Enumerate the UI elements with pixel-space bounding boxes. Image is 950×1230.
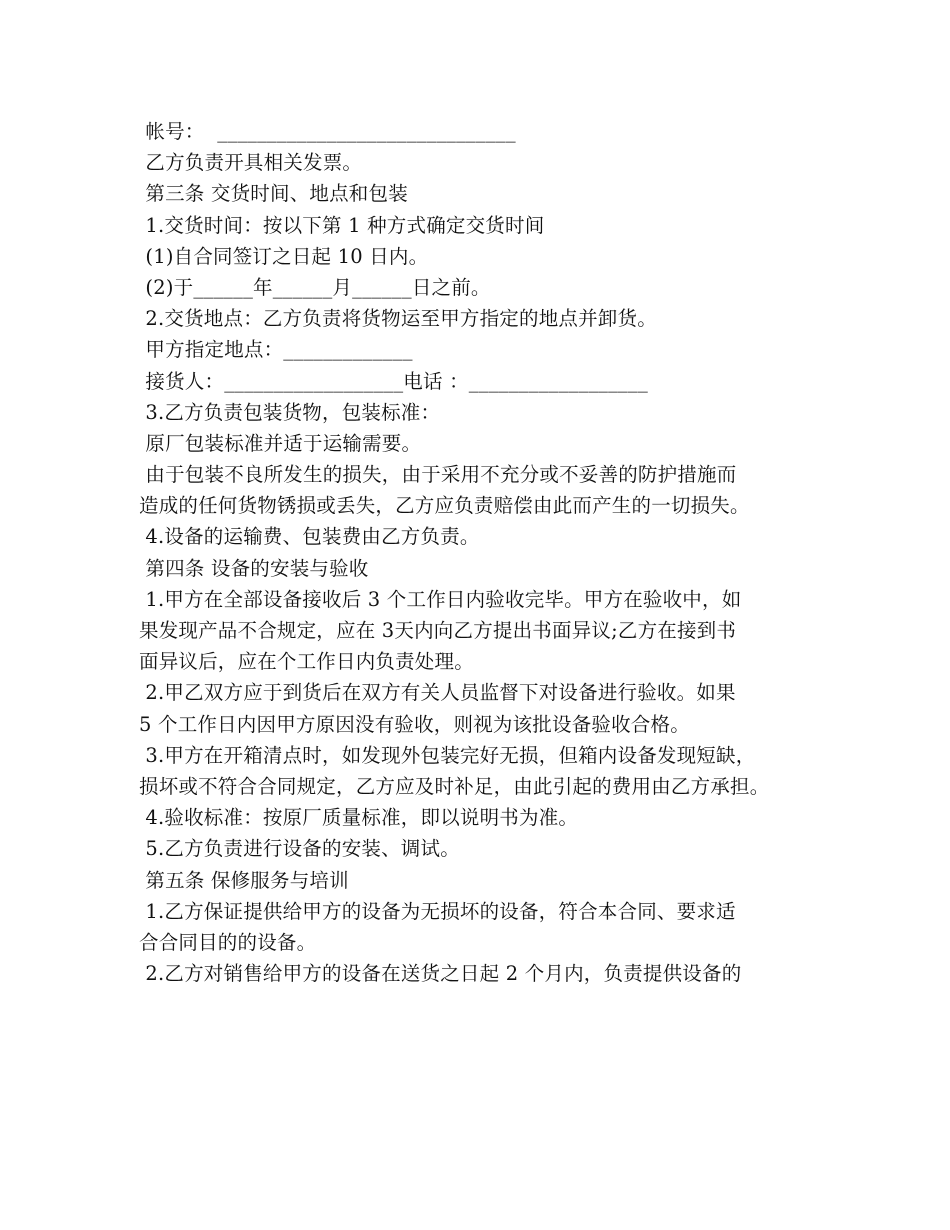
acceptance-line-2: 果发现产品不合规定，应在 3天内向乙方提出书面异议;乙方在接到书 [139,619,737,642]
warranty-line-2: 合合同目的的设备。 [139,930,317,954]
delivery-place-line: 2.交货地点：乙方负责将货物运至甲方指定的地点并卸货。 [139,307,657,331]
article-3-heading: 第三条 交货时间、地点和包装 [139,182,408,206]
installation-line: 5.乙方负责进行设备的安装、调试。 [139,837,460,861]
joint-acceptance-line-2: 5 个工作日内因甲方原因没有验收，则视为该批设备验收合格。 [139,712,690,736]
packaging-loss-line-1: 由于包装不良所发生的损失，由于采用不充分或不妥善的防护措施而 [139,463,737,487]
warranty-line-1: 1.乙方保证提供给甲方的设备为无损坏的设备，符合本合同、要求适 [139,899,736,923]
invoice-line: 乙方负责开具相关发票。 [139,151,363,175]
receiver-phone-line: 接货人：__________________电话 ：__________________ [139,369,648,393]
designated-place-line: 甲方指定地点：_____________ [139,338,413,362]
delivery-time-line: 1.交货时间：按以下第 1 种方式确定交货时间 [139,213,545,237]
contract-text [139,116,819,989]
packaging-standard-line: 原厂包装标准并适于运输需要。 [139,431,422,455]
shipping-cost-line: 4.设备的运输费、包装费由乙方负责。 [139,525,480,549]
service-line: 2.乙方对销售给甲方的设备在送货之日起 2 个月内，负责提供设备的 [139,962,742,986]
delivery-option-2: (2)于______年______月______日之前。 [139,275,491,299]
account-line: 帐号： ______________________________ [139,120,516,143]
joint-acceptance-line-1: 2.甲乙双方应于到货后在双方有关人员监督下对设备进行验收。如果 [139,681,736,705]
article-5-heading: 第五条 保修服务与培训 [139,868,349,892]
packaging-loss-line-2: 造成的任何货物锈损或丢失，乙方应负责赔偿由此而产生的一切损失。 [139,494,750,518]
acceptance-standard-line: 4.验收标准：按原厂质量标准，即以说明书为准。 [139,806,579,830]
acceptance-line-1: 1.甲方在全部设备接收后 3 个工作日内验收完毕。甲方在验收中，如 [139,587,742,611]
acceptance-line-3: 面异议后，应在个工作日内负责处理。 [139,650,474,674]
article-4-heading: 第四条 设备的安装与验收 [139,556,369,580]
unpacking-line-1: 3.甲方在开箱清点时，如发现外包装完好无损，但箱内设备发现短缺， [139,743,756,767]
packaging-line: 3.乙方负责包装货物，包装标准： [139,400,441,424]
delivery-option-1: (1)自合同签订之日起 10 日内。 [139,244,429,268]
unpacking-line-2: 损坏或不符合合同规定，乙方应及时补足，由此引起的费用由乙方承担。 [139,774,770,798]
